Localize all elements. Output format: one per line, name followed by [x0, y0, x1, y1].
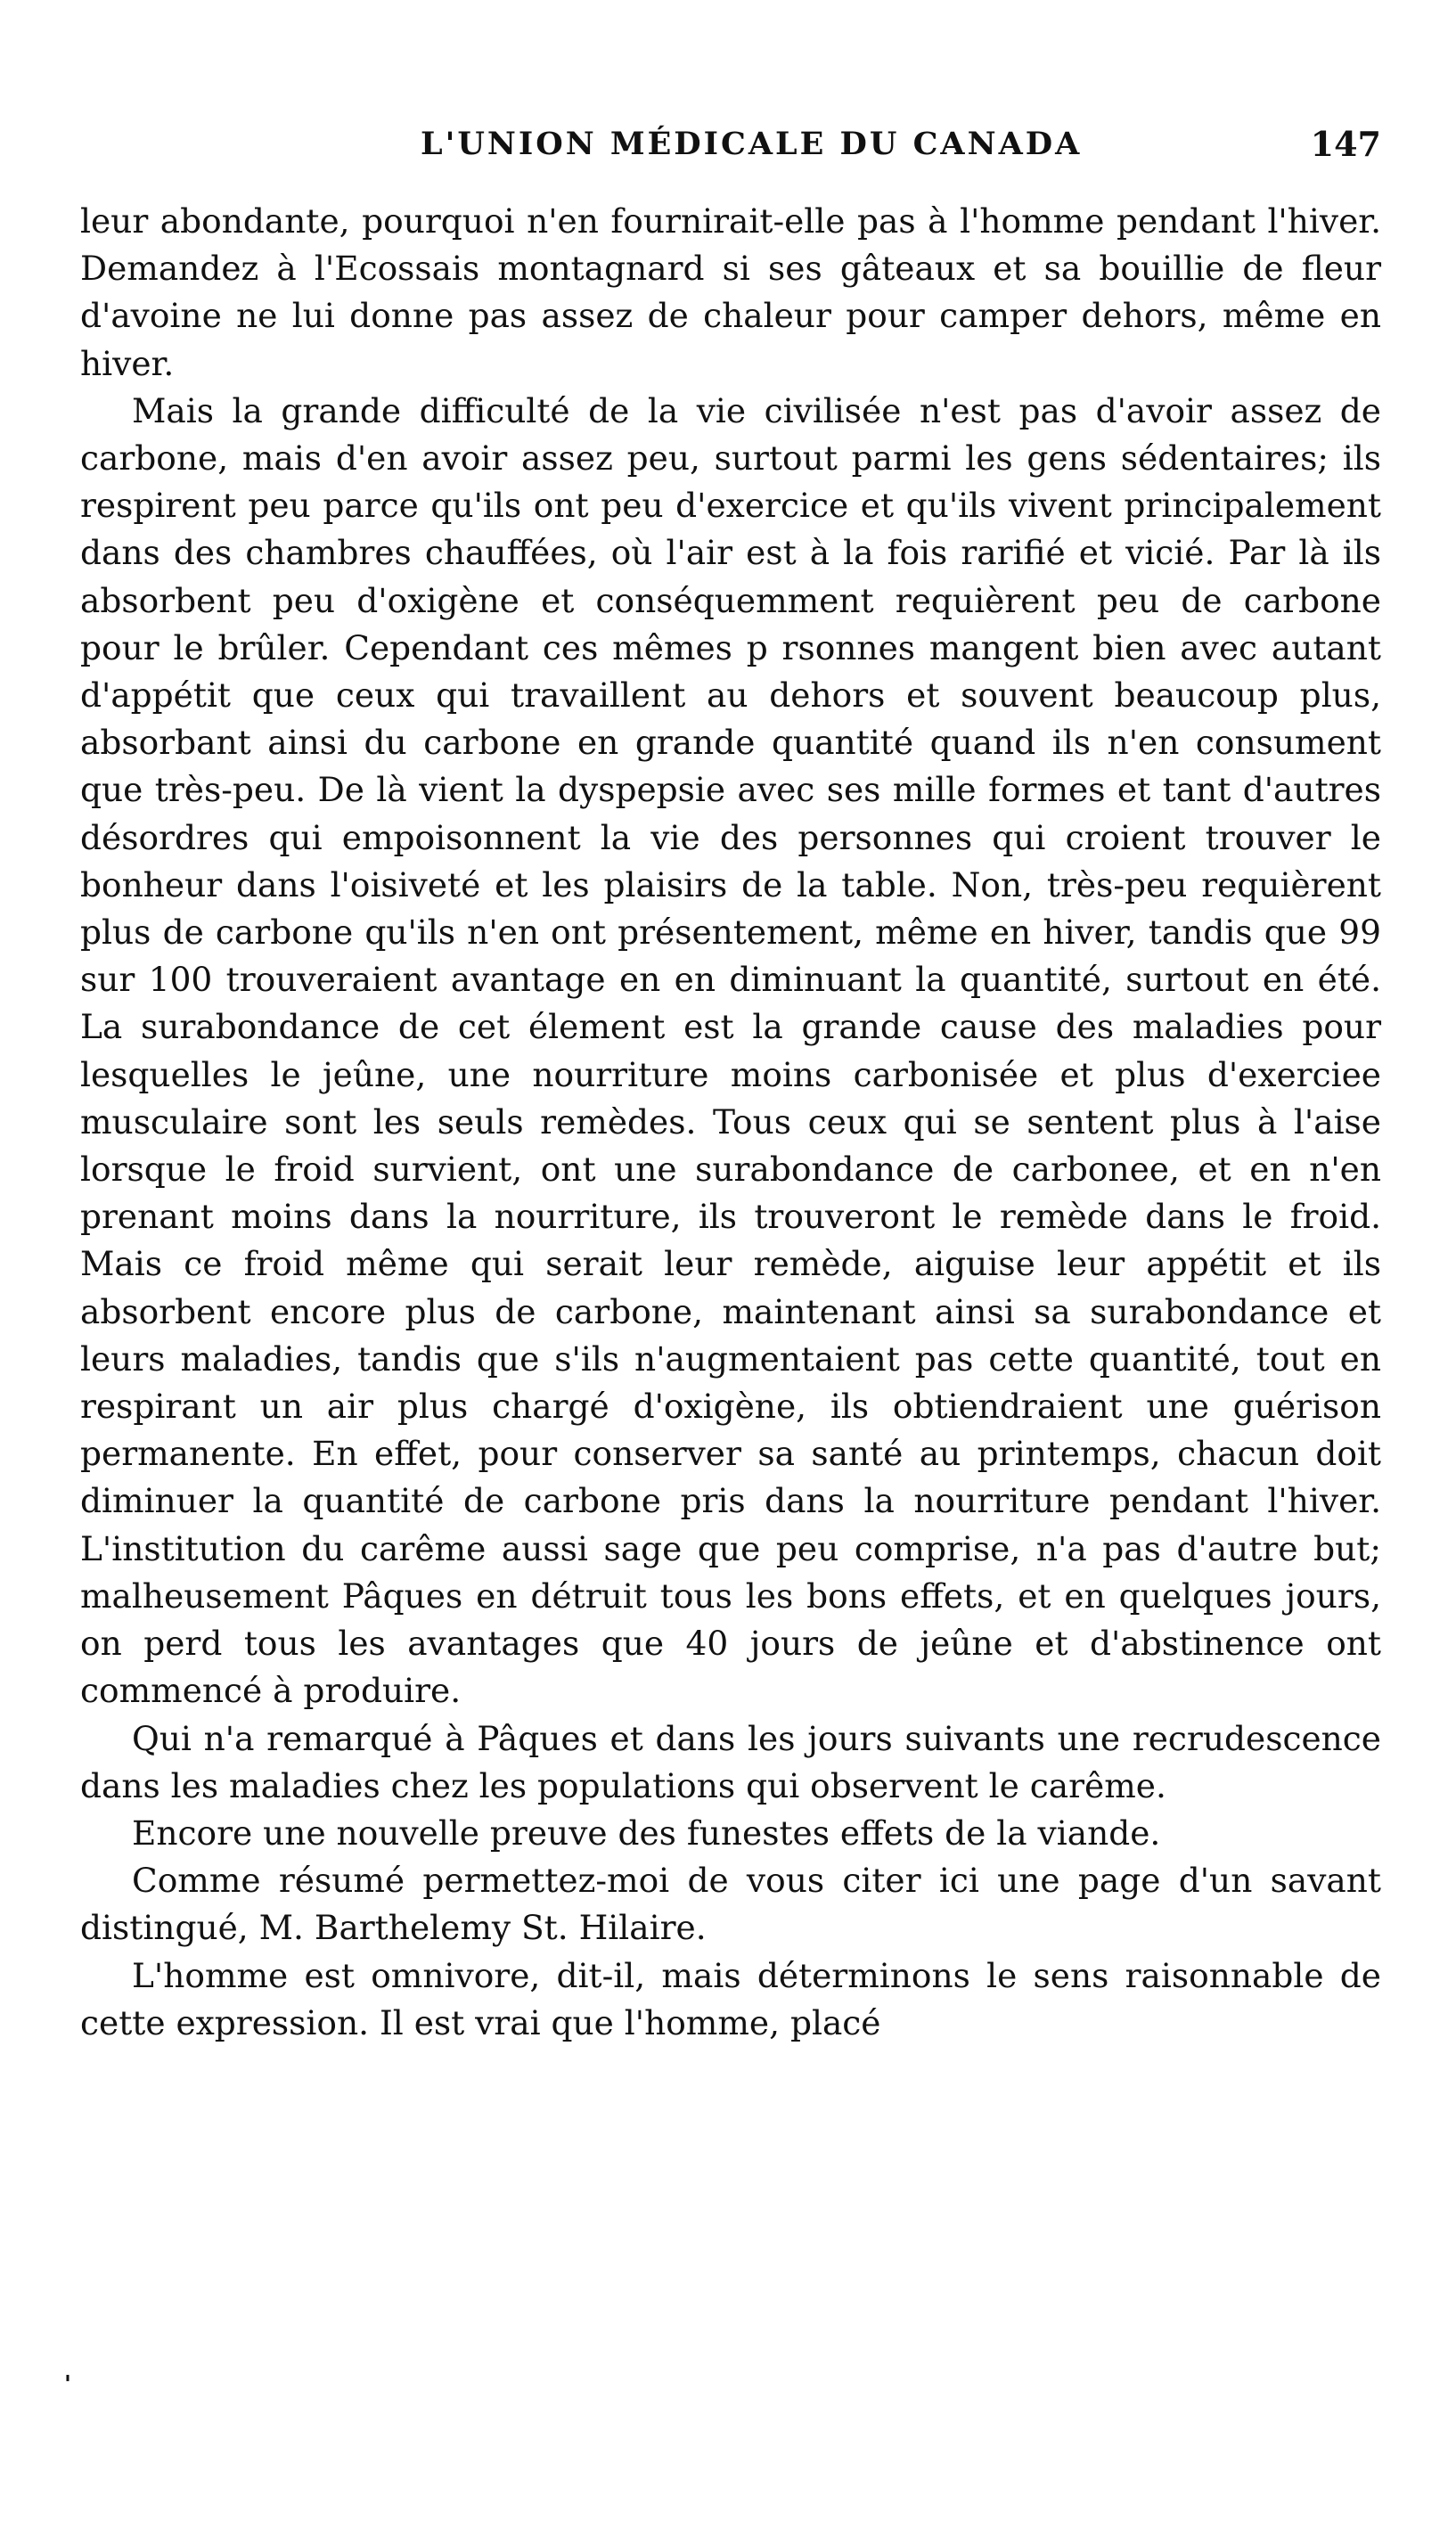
- paragraph-6: L'homme est omnivore, dit-il, mais déterminons le sens raisonnable de cette expression. Il est vrai que l'homme, placé: [80, 1955, 1381, 2042]
- running-header: [80, 118, 1381, 171]
- journal-title: L'UNION MÉDICALE DU CANADA: [421, 126, 1083, 162]
- paragraph-1: leur abondante, pourquoi n'en fournirait-elle pas à l'homme pendant l'hiver. Demandez à l'Ecossais montagnard si ses gâteaux et sa bouillie de fleur d'avoine ne lui donne pas assez de chaleur pour camper dehors, même en hiver.: [80, 201, 1381, 383]
- paragraph-5: Comme résumé permettez-moi de vous citer ici une page d'un savant distingué, M. Barthelemy St. Hilaire.: [80, 1861, 1381, 1948]
- paragraph-2: Mais la grande difficulté de la vie civilisée n'est pas d'avoir assez de carbone, mais d'en avoir assez peu, surtout parmi les gens sédentaires; ils respirent peu parce qu'ils ont peu d'exercice et qu'ils vivent principalement dans des chambres chauffées, où l'air est à la fois rarifié et vicié. Par là ils absorbent peu d'oxigène et conséquemment requièrent peu de carbone pour le brûler. Cependant ces mêmes p rsonnes mangent bien avec autant d'appétit que ceux qui travaillent au dehors et souvent beaucoup plus, absorbant ainsi du carbone en grande quantité quand ils n'en consument que très-peu. De là vient la dyspepsie avec ses mille formes et tant d'autres désordres qui empoisonnent la vie des personnes qui croient trouver le bonheur dans l'oisiveté et les plaisirs de la table. Non, très-peu requièrent plus de carbone qu'ils n'en ont présentement, même en hiver, tandis que 99 sur 100 trouveraient avantage en en diminuant la quantité, surtout en été. La surabondance de cet élement est la grande cause des maladies pour lesquelles le jeûne, une nourriture moins carbonisée et plus d'exerciee musculaire sont les seuls remèdes. Tous ceux qui se sentent plus à l'aise lorsque le froid survient, ont une surabondance de carbonee, et en n'en prenant moins dans la nourriture, ils trouveront le remède dans le froid. Mais ce froid même qui serait leur remède, aiguise leur appétit et ils absorbent encore plus de carbone, maintenant ainsi sa surabondance et leurs maladies, tandis que s'ils n'augmentaient pas cette quantité, tout en respirant un air plus chargé d'oxigène, ils obtiendraient une guérison permanente. En effet, pour conserver sa santé au printemps, chacun doit diminuer la quantité de carbone pris dans la nourriture pendant l'hiver. L'institution du carême aussi sage que peu comprise, n'a pas d'autre but; malheusement Pâques en détruit tous les bons effets, et en quelques jours, on perd tous les avantages que 40 jours de jeûne et d'abstinence ont commencé à produire.: [80, 390, 1381, 1711]
- paragraph-3: Qui n'a remarqué à Pâques et dans les jours suivants une recrudescence dans les maladies chez les populations qui observent le carême.: [80, 1718, 1381, 1805]
- body-text: [80, 198, 1381, 2047]
- stray-print-mark: ': [64, 2371, 71, 2398]
- paragraph-4: Encore une nouvelle preuve des funestes effets de la viande.: [132, 1813, 1161, 1853]
- page-number: 147: [1310, 124, 1381, 164]
